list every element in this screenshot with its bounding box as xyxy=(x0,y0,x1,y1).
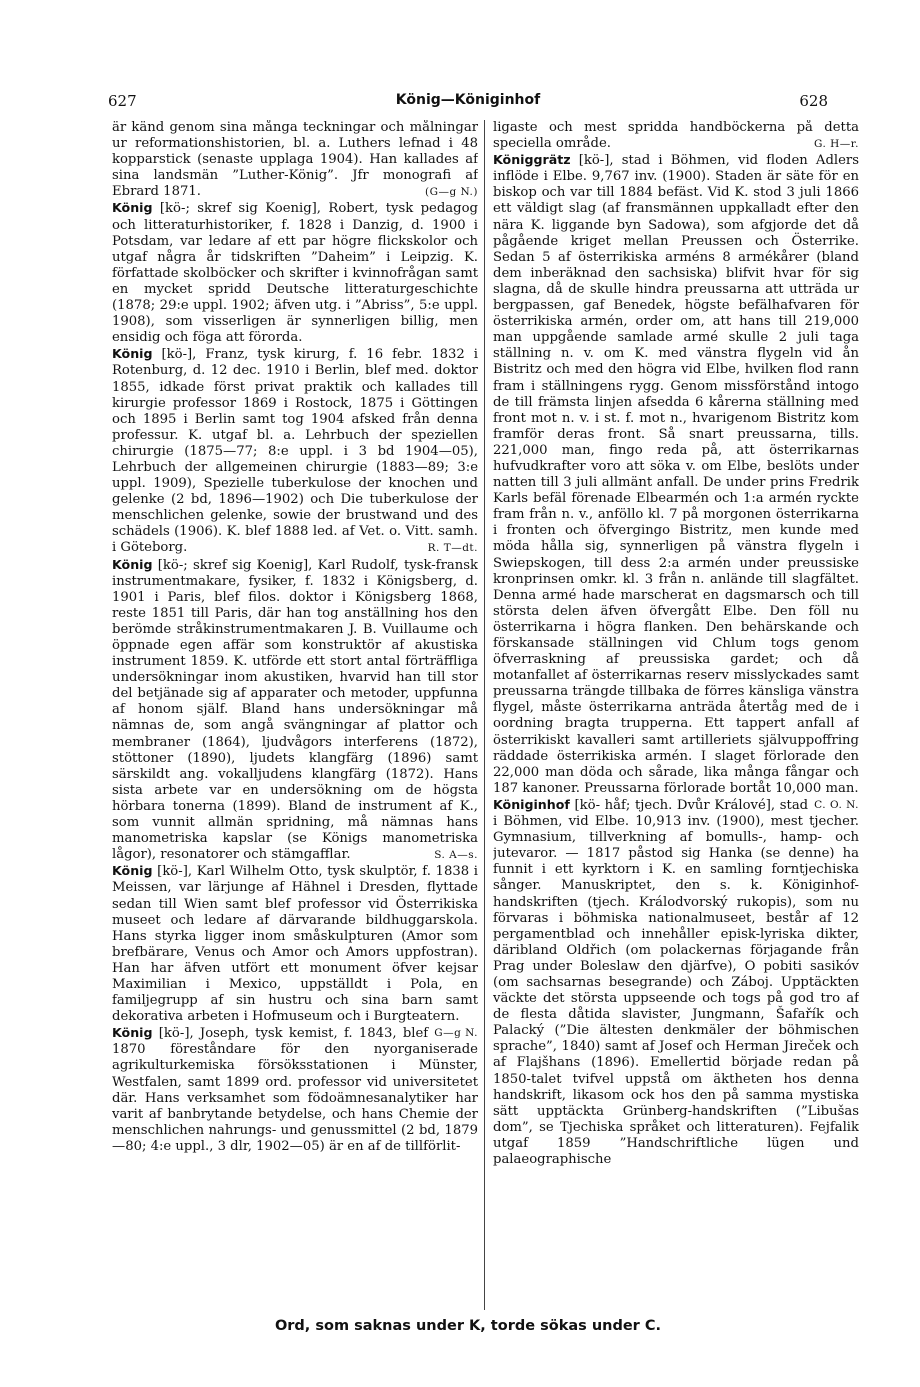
entry-text: [kö-; skref sig Koenig], Karl Rudolf, tysk-fransk instrumentmakare, fysiker, f. 1832 i Königsberg, d. 1901 i Paris, blef filos. doktor i Königsberg 1868, reste 1851 till Paris, där han tog anställning hos den berömde stråkinstrumentmakaren J. B. Vuillaume och öppnade egen affär som konstruktör af akustiska instrument 1859. K. utförde ett stort antal förträffliga undersökningar inom akustiken, hvarvid han till stor del betjänade sig af apparater och metoder, uppfunna af honom själf. Bland hans undersökningar må nämnas de, som angå svängningar af plattor och membraner (1864), ljudvågors interferens (1872), stöttoner (1890), ljudets klangfärg (1896) samt särskildt ang. vokalljudens klangfärg (1872). Hans sista arbete var en undersökning om de högsta hörbara tonerna (1899). Bland de instrument af K., som vunnit allmän spridning, må nämnas hans manometriska kapslar (se Königs manometriska lågor), resonatorer och stämgafflar. xyxy=(112,557,478,863)
dictionary-entry xyxy=(112,200,478,346)
entry-text: [kö-], Joseph, tysk kemist, f. 1843, blef 1870 föreståndare för den nyorganiserade agrikulturkemiska försöksstationen i Münster, Westfalen, samt 1899 ord. professor vid universitetet där. Hans verksamhet som födoämnesanalytiker har varit af banbrytande betydelse, och hans Chemie der menschlichen nahrungs- und genussmittel (2 bd, 1879—80; 4:e uppl., 3 dlr, 1902—05) är en af de tillförlit- xyxy=(112,1026,478,1154)
dictionary-entry xyxy=(112,557,478,864)
page-header xyxy=(108,92,828,118)
entry-text: ligaste och mest spridda handböckerna på detta speciella område. xyxy=(493,120,859,152)
entry-text: [kö-], stad i Böhmen, vid floden Adlers inflöde i Elbe. 9,767 inv. (1900). Staden är säte för en biskop och var till 1884 befäst. Vid K. stod 3 juli 1866 ett väldigt slag (af fransmännen uppkalladt efter den nära K. liggande byn Sadowa), som afgjorde det då pågående kriget mellan Preussen och Österrike. Sedan 5 af österrikiska arméns 8 armékårer (bland dem inberäknad den sachsiska) blifvit hvar för sig slagna, då de skulle hindra preussarna att utträda ur bergpassen, gaf Benedek, högste befälhafvaren för österrikiska armén, order om, att hans till 219,000 man uppgående samlade armé skulle 2 juli taga ställning n. v. om K. med vänstra flygeln vid ån Bistritz och med den högra vid Elbe, hvilken flod rann fram i ställningens rygg. Genom missförstånd intogo de till främsta linjen afsedda 6 kårerna ställning med front mot n. v. i st. f. mot n., hvarigenom Bistritz kom framför deras front. Så snart preussarna, tills. 221,000 man, fingo reda på, att österrikarnas hufvudkrafter voro att söka v. om Elbe, beslöts under natten till 3 juli allmänt anfall. De under prins Fredrik Karls befäl förenade Elbearmén och 1:a armén ryckte fram från n. v., anföllo kl. 7 på morgonen österrikarna i fronten och öfvergingo Bistritz, men kunde med möda hålla sig, synnerligen på vänstra flygeln i Swiepskogen, till dess 2:a armén under preussiske kronprinsen omkr. kl. 3 från n. anlände till slagfältet. Denna armé hade marscherat en dagsmarsch och till största delen äfven öfvergått Elbe. Den föll nu österrikarna i högra flanken. Den behärskande och förskansade ställningen vid Chlum togs genom öfverraskning af preussiska gardet; och då motanfallet af österrikarnas reserv misslyckades samt preussarna trängde tillbaka de förres känsliga vänstra flygel, måste österrikarna anträda återtåg med de i oordning bragta trupperna. Ett tappert anfall af österrikiskt kavalleri samt artilleriets självuppoffring räddade österrikiska armén. I slaget förlorade den 22,000 man döda och sårade, lika många fångar och 187 kanoner. Preussarna förlorade bortåt 10,000 man. xyxy=(493,153,859,796)
page-number-left: 627 xyxy=(108,92,137,110)
entry-text: [kö-], Karl Wilhelm Otto, tysk skulptör, f. 1838 i Meissen, var lärjunge af Hähnel i Dresden, flyttade sedan till Wien samt blef professor vid Österrikiska museet och ledare af därvarande bildhuggarskola. Hans styrka ligger inom småskulpturen (Amor som brefbärare, Venus och Amor och Amors uppfostran). Han har äfven utfört ett monument öfver kejsar Maximilian i Mexico, uppställdt i Pola, en familjegrupp af sin hustru och sina barn samt dekorativa arbeten i Hofmuseum och i Burgteatern. xyxy=(112,864,478,1025)
author-signature: R. T—dt. xyxy=(427,542,478,555)
entry-text: [kö- håf; tjech. Dvůr Králové], stad i Böhmen, vid Elbe. 10,913 inv. (1900), mest tjecher. Gymnasium, tillverkning af bomulls-, hamp- och jutevaror. — 1817 påstod sig Hanka (se denne) ha funnit i ett kyrktorn i K. en samling forntjechiska sånger. Manuskriptet, den s. k. Königinhof-handskriften (tjech. Králodvorský rukopis), som nu förvaras i böhmiska nationalmuseet, består af 12 pergamentblad och innehåller episk-lyriska dikter, däribland Oldřich (om polackernas förjagande från Prag under Boleslaw den djärfve), O pobiti sasikóv (om sachsarnas besegrande) och Záboj. Upptäckten väckte det största uppseende och togs på god tro af de flesta dåtida slavister, Jungmann, Šafařík och Palacký (”Die ältesten denkmäler der böhmischen sprache”, 1840) samt af Josef och Herman Jireček och af Flajšhans (1896). Emellertid började redan på 1850-talet tvifvel uppstå om äktheten hos denna handskrift, likasom ock hos den på samma mystiska sätt upptäckta Grünberg-handskriften (”Libušas dom”, se Tjechiska språket och litteraturen). Fejfalik utgaf 1859 ”Handschriftliche lügen und palaeographische xyxy=(493,797,859,1167)
author-signature: G. H—r. xyxy=(813,138,859,151)
column-divider xyxy=(484,120,485,1310)
entry-headword: König xyxy=(112,1025,153,1041)
dictionary-entry xyxy=(112,120,478,200)
entry-headword: König xyxy=(112,200,153,216)
entry-text: [kö-], Franz, tysk kirurg, f. 16 febr. 1832 i Rotenburg, d. 12 dec. 1910 i Berlin, blef med. doktor 1855, idkade först privat praktik och kallades till kirurgie professor 1869 i Rostock, 1875 i Göttingen och 1895 i Berlin samt tog 1904 afsked från denna professur. K. utgaf bl. a. Lehrbuch der speziellen chirurgie (1875—77; 8:e uppl. i 3 bd 1904—05), Lehrbuch der allgemeinen chirurgie (1883—89; 3:e uppl. 1909), Spezielle tuberkulose der knochen und gelenke (2 bd, 1896—1902) och Die tuberkulose der menschlichen gelenke, sowie der brustwand und des schädels (1906). K. blef 1888 led. af Vet. o. Vitt. samh. i Göteborg. xyxy=(112,347,478,556)
right-column xyxy=(493,120,859,1312)
entry-headword: König xyxy=(112,346,153,362)
running-title: König—Königinhof xyxy=(395,92,541,108)
entry-text: [kö-; skref sig Koenig], Robert, tysk pedagog och litteraturhistoriker, f. 1828 i Danzig, d. 1900 i Potsdam, var ledare af ett par högre flickskolor och utgaf några år tidskriften ”Daheim” i Leipzig. K. författade skolböcker och skrifter i kvinnofrågan samt en mycket spridd Deutsche litteraturgeschichte (1878; 29:e uppl. 1902; äfven utg. i ”Abriss”, 5:e uppl. 1908), som visserligen är synnerligen billig, men ensidig och föga att förorda. xyxy=(112,201,478,346)
entry-headword: Königgrätz xyxy=(493,152,571,168)
page-footer-note: Ord, som saknas under K, torde sökas under C. xyxy=(274,1318,662,1334)
dictionary-entry xyxy=(493,797,859,1168)
dictionary-entry xyxy=(112,863,478,1040)
entry-text: är känd genom sina många teckningar och målningar ur reformationshistorien, bl. a. Luthers lefnad i 48 kopparstick (senaste upplaga 1904). Han kallades af sina landsmän ”Luther-König”. Jfr monografi af Ebrard 1871. xyxy=(112,120,478,200)
dictionary-entry xyxy=(112,1025,478,1155)
left-column xyxy=(112,120,478,1312)
entry-headword: König xyxy=(112,556,153,572)
entry-headword: König xyxy=(112,863,153,879)
author-signature: C. O. N. xyxy=(814,798,859,811)
author-signature: G—g N. xyxy=(434,1027,478,1040)
author-signature: (G—g N.) xyxy=(425,186,478,199)
dictionary-entry xyxy=(493,120,859,152)
dictionary-entry xyxy=(112,346,478,556)
entry-headword: Königinhof xyxy=(493,796,570,812)
page-number-right: 628 xyxy=(799,92,828,110)
author-signature: S. A—s. xyxy=(434,849,478,862)
